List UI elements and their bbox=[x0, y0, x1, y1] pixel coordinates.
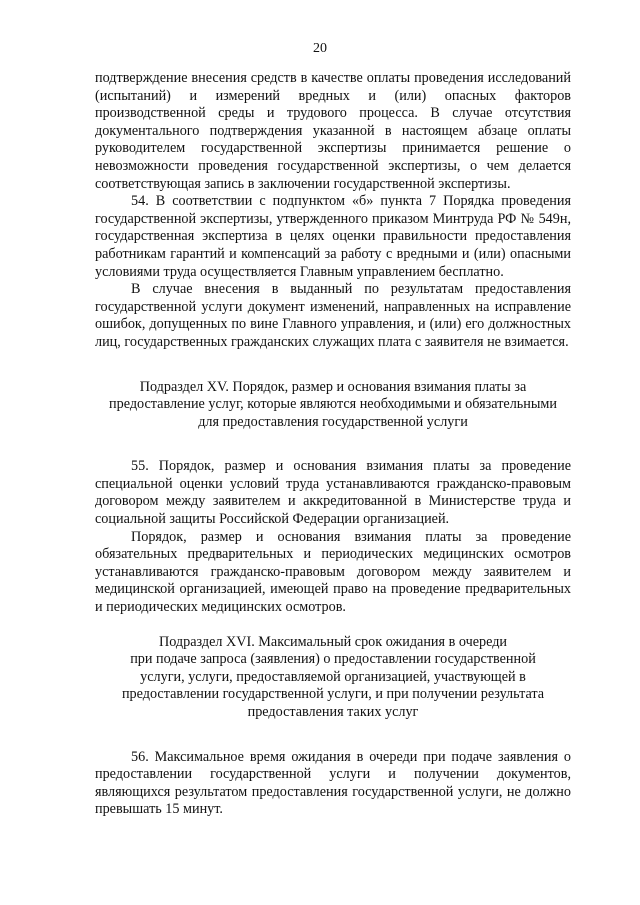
paragraph-55: 55. Порядок, размер и основания взимания платы за проведение специальной оценки условий труда устанавливаются гражданско-правовым договором между заявителем и аккредитованной в Министерстве труда и социальной защиты Российской Федерации организацией. bbox=[95, 458, 571, 528]
heading-line: при подаче запроса (заявления) о предоставлении государственной bbox=[130, 651, 536, 668]
subsection-xv-heading bbox=[95, 379, 571, 432]
paragraph-medical-exams-fee: Порядок, размер и основания взимания платы за проведение обязательных предварительных и периодических медицинских осмотров устанавливаются гражданско-правовым договором между заявителем и медицинской организацией, имеющей право на проведение предварительных и периодических медицинских осмотров. bbox=[95, 528, 571, 616]
paragraph-56: 56. Максимальное время ожидания в очереди при подаче заявления о предоставлении государственной услуги и получении документов, являющихся результатом предоставления государственной услуги, не должно превышать 15 минут. bbox=[95, 748, 571, 818]
page-number: 20 bbox=[313, 41, 327, 56]
heading-line: услуги, услуги, предоставляемой организацией, участвующей в bbox=[140, 668, 526, 685]
heading-line: предоставления таких услуг bbox=[247, 704, 419, 720]
document-body bbox=[95, 70, 571, 819]
heading-line: для предоставления государственной услуги bbox=[198, 413, 468, 430]
paragraph-no-fee-correction: В случае внесения в выданный по результатам предоставления государственной услуги документ изменений, направленных на исправление ошибок, допущенных по вине Главного управления, и (или) его должностных лиц, государственных гражданских служащих плата с заявителя не взимается. bbox=[95, 281, 571, 350]
heading-line: Подраздел XVI. Максимальный срок ожидания в очереди bbox=[158, 633, 508, 650]
heading-line: Подраздел XV. Порядок, размер и основания взимания платы за bbox=[139, 378, 527, 395]
heading-line: предоставлении государственной услуги, и при получении результата bbox=[121, 686, 545, 703]
subsection-xvi-heading bbox=[95, 634, 571, 722]
heading-line: предоставление услуг, которые являются необходимыми и обязательными bbox=[109, 396, 557, 413]
paragraph-54: 54. В соответствии с подпунктом «б» пункта 7 Порядка проведения государственной экспертизы, утвержденного приказом Минтруда РФ № 549н, государственная экспертиза в целях оценки правильности предоставления работникам гарантий и компенсаций за работу с вредными и (или) опасными условиями труда осуществляется Главным управлением бесплатно. bbox=[95, 193, 571, 280]
paragraph-payment-confirmation: подтверждение внесения средств в качестве оплаты проведения исследований (испытаний) и измерений вредных и (или) опасных факторов производственной среды и трудового процесса. В случае отсутствия документального подтверждения указанной в настоящем абзаце оплаты руководителем государственной экспертизы принимается решение о невозможности проведения государственной экспертизы, о чем делается соответствующая запись в заключении государственной экспертизы. bbox=[95, 70, 571, 192]
